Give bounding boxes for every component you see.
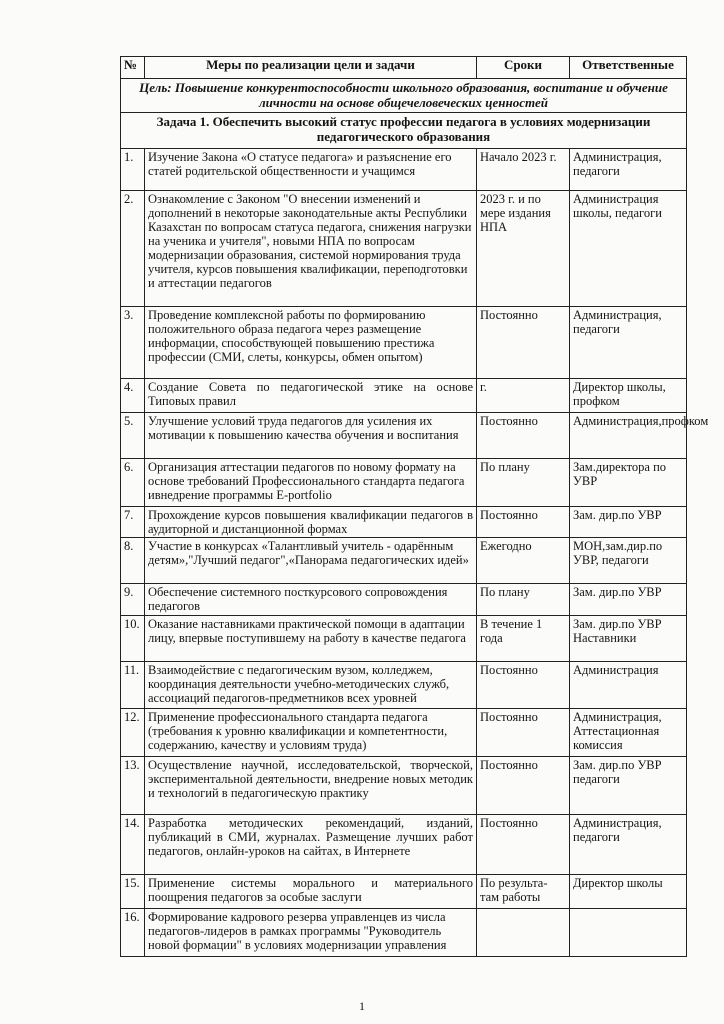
row-term: Ежегодно <box>477 538 570 584</box>
table-row <box>121 875 687 909</box>
table-row <box>121 909 687 957</box>
row-term: 2023 г. и по мере издания НПА <box>477 191 570 307</box>
row-term: Постоянно <box>477 413 570 459</box>
table-row <box>121 584 687 616</box>
row-term: По результа-там работы <box>477 875 570 909</box>
row-measure: Взаимодействие с педагогическим вузом, колледжем, координация деятельности учебно-методических служб, ассоциаций педагогов-предметников всех уровней <box>145 662 477 709</box>
row-measure: Применение системы морального и материального поощрения педагогов за особые заслуги <box>145 875 477 909</box>
row-measure: Организация аттестации педагогов по новому формату на основе требований Профессионального стандарта педагога ивнедрение программы E-portfolio <box>145 459 477 507</box>
header-responsible: Ответственные <box>570 57 687 79</box>
table-row <box>121 459 687 507</box>
row-measure: Проведение комплексной работы по формированию положительного образа педагога через размещение информации, способствующей повышению престижа профессии (СМИ, слеты, конкурсы, обмен опытом) <box>145 307 477 379</box>
row-responsible: Администрация, Аттестационная комиссия <box>570 709 687 757</box>
row-responsible: Администрация <box>570 662 687 709</box>
row-term: По плану <box>477 584 570 616</box>
row-num: 10. <box>121 616 145 662</box>
table-row <box>121 413 687 459</box>
row-term: По плану <box>477 459 570 507</box>
row-measure: Обеспечение системного посткурсового сопровождения педагогов <box>145 584 477 616</box>
row-num: 2. <box>121 191 145 307</box>
row-term: В течение 1 года <box>477 616 570 662</box>
row-responsible: Администрация, педагоги <box>570 149 687 191</box>
row-term: Постоянно <box>477 815 570 875</box>
row-num: 13. <box>121 757 145 815</box>
goal-text: Цель: Повышение конкурентоспособности школьного образования, воспитание и обучение личности на основе общечеловеческих ценностей <box>121 79 687 113</box>
row-responsible: Зам. дир.по УВР Наставники <box>570 616 687 662</box>
row-num: 3. <box>121 307 145 379</box>
action-plan-table <box>120 56 709 957</box>
table-row <box>121 149 687 191</box>
row-num: 7. <box>121 507 145 538</box>
row-responsible: Администрация, педагоги <box>570 815 687 875</box>
row-responsible: Зам. дир.по УВР <box>570 507 687 538</box>
task-row <box>121 113 687 149</box>
header-terms: Сроки <box>477 57 570 79</box>
row-measure: Применение профессионального стандарта педагога (требования к уровню квалификации и компетентности, содержанию, качеству и условиям труда) <box>145 709 477 757</box>
table-row <box>121 757 687 815</box>
row-measure: Осуществление научной, исследовательской, творческой, экспериментальной деятельности, внедрение новых методик и технологий в педагогическую практику <box>145 757 477 815</box>
row-term: Постоянно <box>477 709 570 757</box>
table-row <box>121 191 687 307</box>
row-measure: Улучшение условий труда педагогов для усиления их мотивации к повышению качества обучения и воспитания <box>145 413 477 459</box>
table-row <box>121 662 687 709</box>
row-num: 9. <box>121 584 145 616</box>
row-term: г. <box>477 379 570 413</box>
header-measures: Меры по реализации цели и задачи <box>145 57 477 79</box>
row-num: 11. <box>121 662 145 709</box>
row-responsible: Администрация, педагоги <box>570 307 687 379</box>
row-measure: Изучение Закона «О статусе педагога» и разъяснение его статей родительской общественности и учащимся <box>145 149 477 191</box>
row-responsible: Директор школы <box>570 875 687 909</box>
row-responsible: Зам.директора по УВР <box>570 459 687 507</box>
row-term: Постоянно <box>477 662 570 709</box>
row-num: 5. <box>121 413 145 459</box>
row-measure: Ознакомление с Законом "О внесении изменений и дополнений в некоторые законодательные акты Республики Казахстан по вопросам статуса педагога, снижения нагрузки на ученика и учителя", новыми НПА по вопросам модернизации образования, системой нормирования труда учителя, курсов повышения квалификации, переподготовки и аттестации педагогов <box>145 191 477 307</box>
table-row <box>121 709 687 757</box>
table-row <box>121 538 687 584</box>
row-measure: Формирование кадрового резерва управленцев из числа педагогов-лидеров в рамках программы "Руководитель новой формации" в условиях модернизации управления <box>145 909 477 957</box>
row-responsible: Администрация школы, педагоги <box>570 191 687 307</box>
row-measure: Создание Совета по педагогической этике на основе Типовых правил <box>145 379 477 413</box>
header-num: № <box>121 57 145 79</box>
row-responsible: МОН,зам.дир.по УВР, педагоги <box>570 538 687 584</box>
row-responsible: Администрация,профком <box>570 413 687 459</box>
row-responsible: Директор школы, профком <box>570 379 687 413</box>
row-num: 15. <box>121 875 145 909</box>
row-term: Постоянно <box>477 757 570 815</box>
goal-row <box>121 79 687 113</box>
table-row <box>121 507 687 538</box>
task-text: Задача 1. Обеспечить высокий статус профессии педагога в условиях модернизации педагогического образования <box>121 113 687 149</box>
row-measure: Прохождение курсов повышения квалификации педагогов в аудиторной и дистанционной формах <box>145 507 477 538</box>
row-num: 4. <box>121 379 145 413</box>
row-measure: Участие в конкурсах «Талантливый учитель - одарённым детям»,"Лучший педагог",«Панорама педагогических идей» <box>145 538 477 584</box>
row-num: 8. <box>121 538 145 584</box>
row-responsible: Зам. дир.по УВР педагоги <box>570 757 687 815</box>
table-row <box>121 379 687 413</box>
table-row <box>121 815 687 875</box>
table-row <box>121 616 687 662</box>
page-number: 1 <box>359 999 365 1013</box>
row-num: 12. <box>121 709 145 757</box>
row-term: Постоянно <box>477 307 570 379</box>
row-term: Начало 2023 г. <box>477 149 570 191</box>
row-num: 14. <box>121 815 145 875</box>
row-responsible <box>570 909 687 957</box>
row-term <box>477 909 570 957</box>
row-num: 16. <box>121 909 145 957</box>
table-header-row <box>121 57 687 79</box>
table-row <box>121 307 687 379</box>
row-num: 1. <box>121 149 145 191</box>
row-term: Постоянно <box>477 507 570 538</box>
row-num: 6. <box>121 459 145 507</box>
row-measure: Оказание наставниками практической помощи в адаптации лицу, впервые поступившему на работу в качестве педагога <box>145 616 477 662</box>
row-responsible: Зам. дир.по УВР <box>570 584 687 616</box>
row-measure: Разработка методических рекомендаций, изданий, публикаций в СМИ, журналах. Размещение лучших работ педагогов, онлайн-уроков на сайтах, в Интернете <box>145 815 477 875</box>
